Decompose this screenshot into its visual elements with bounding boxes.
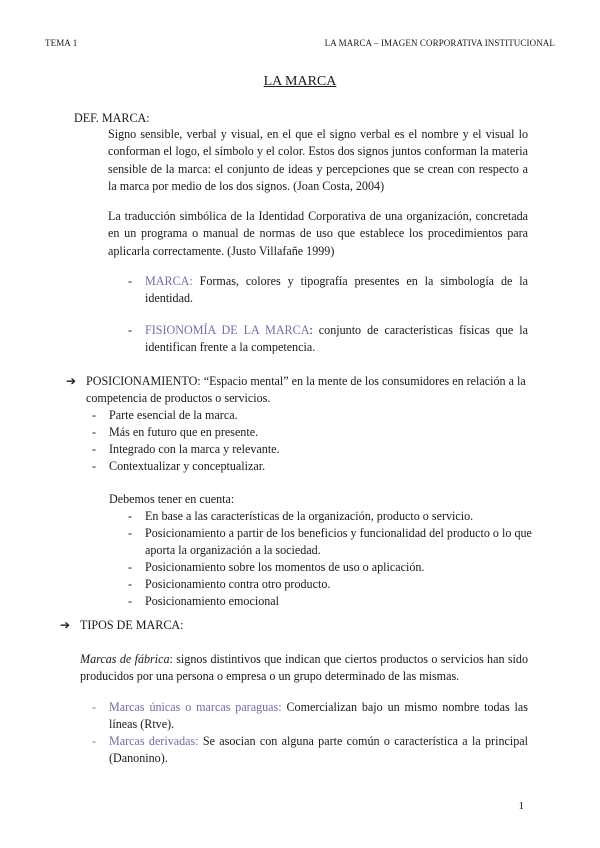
tipos-item-term: Marcas únicas o marcas paraguas: <box>109 700 282 714</box>
posicionamiento-bullet: Más en futuro que en presente. <box>109 425 259 439</box>
def-label: DEF. MARCA: <box>74 111 150 125</box>
dash-bullet: - <box>92 700 97 714</box>
page-header-left: TEMA 1 <box>45 38 78 48</box>
tipos-item-text: Comercializan bajo un mismo nombre todas las líneas (Rtve). <box>109 700 528 732</box>
dash-bullet: - <box>128 594 133 608</box>
tipos-item-derivadas <box>109 733 528 768</box>
tipos-intro-term: Marcas de fábrica <box>80 652 170 666</box>
posicionamiento-bullet: Contextualizar y conceptualizar. <box>109 459 266 473</box>
arrow-bullet-icon: ➔ <box>60 618 71 632</box>
page-number: 1 <box>518 800 524 812</box>
def-item-text: Formas, colores y tipografía presentes en la simbología de la identidad. <box>145 274 528 306</box>
posicionamiento-subheading: Debemos tener en cuenta: <box>109 492 235 506</box>
dash-bullet: - <box>92 408 97 422</box>
dash-bullet: - <box>92 734 97 748</box>
tipos-heading: TIPOS DE MARCA: <box>80 618 184 632</box>
posicionamiento-subbullet: En base a las características de la organización, producto o servicio. <box>145 509 474 523</box>
posicionamiento-subbullet: Posicionamiento sobre los momentos de uso o aplicación. <box>145 560 425 574</box>
def-item-term: MARCA: <box>145 274 193 288</box>
tipos-intro <box>80 651 528 686</box>
posicionamiento-subbullet: Posicionamiento emocional <box>145 594 280 608</box>
dash-bullet: - <box>92 425 97 439</box>
dash-bullet: - <box>92 442 97 456</box>
posicionamiento-heading: POSICIONAMIENTO: “Espacio mental” en la mente de los consumidores en relación a la competencia de productos o servicios. <box>86 374 526 406</box>
page-header-right: LA MARCA – IMAGEN CORPORATIVA INSTITUCIONAL <box>324 38 555 48</box>
dash-bullet: - <box>128 526 133 540</box>
dash-bullet: - <box>128 560 133 574</box>
def-item-fisionomia <box>145 322 528 357</box>
posicionamiento-subbullet: Posicionamiento a partir de los beneficios y funcionalidad del producto o lo que aporta la organización a la sociedad. <box>145 526 532 558</box>
tipos-item-text: Se asocian con alguna parte común o característica a la principal (Danonino). <box>109 734 528 766</box>
dash-bullet: - <box>92 459 97 473</box>
tipos-item-unicas <box>109 699 528 734</box>
posicionamiento-bullet: Integrado con la marca y relevante. <box>109 442 280 456</box>
posicionamiento-bullet: Parte esencial de la marca. <box>109 408 238 422</box>
dash-bullet: - <box>128 509 133 523</box>
tipos-item-term: Marcas derivadas: <box>109 734 199 748</box>
dash-bullet: - <box>128 323 133 337</box>
posicionamiento-subbullet: Posicionamiento contra otro producto. <box>145 577 331 591</box>
dash-bullet: - <box>128 577 133 591</box>
page-title: LA MARCA <box>263 74 337 89</box>
tipos-intro-text: : signos distintivos que indican que ciertos productos o servicios han sido producidos por una persona o empresa o un grupo determinado de las mismas. <box>80 652 528 684</box>
def-paragraph-2: La traducción simbólica de la Identidad Corporativa de una organización, concretada en un programa o manual de normas de uso que establece los procedimientos para aplicarla correctamente. (Justo Villafañe 1999) <box>108 209 528 258</box>
def-paragraph-1: Signo sensible, verbal y visual, en el que el signo verbal es el nombre y el visual lo conforman el logo, el símbolo y el color. Estos dos signos juntos conforman la materia sensible de la marca: el conjunto de ideas y percepciones que se crean con respecto a la marca por medio de los dos signos. (Joan Costa, 2004) <box>108 127 528 194</box>
def-item-text: : conjunto de características físicas que la identifican frente a la competencia. <box>145 323 528 355</box>
def-item-term: FISIONOMÍA DE LA MARCA <box>145 323 310 337</box>
def-item-marca <box>145 273 528 308</box>
dash-bullet: - <box>128 274 133 288</box>
arrow-bullet-icon: ➔ <box>66 374 77 388</box>
